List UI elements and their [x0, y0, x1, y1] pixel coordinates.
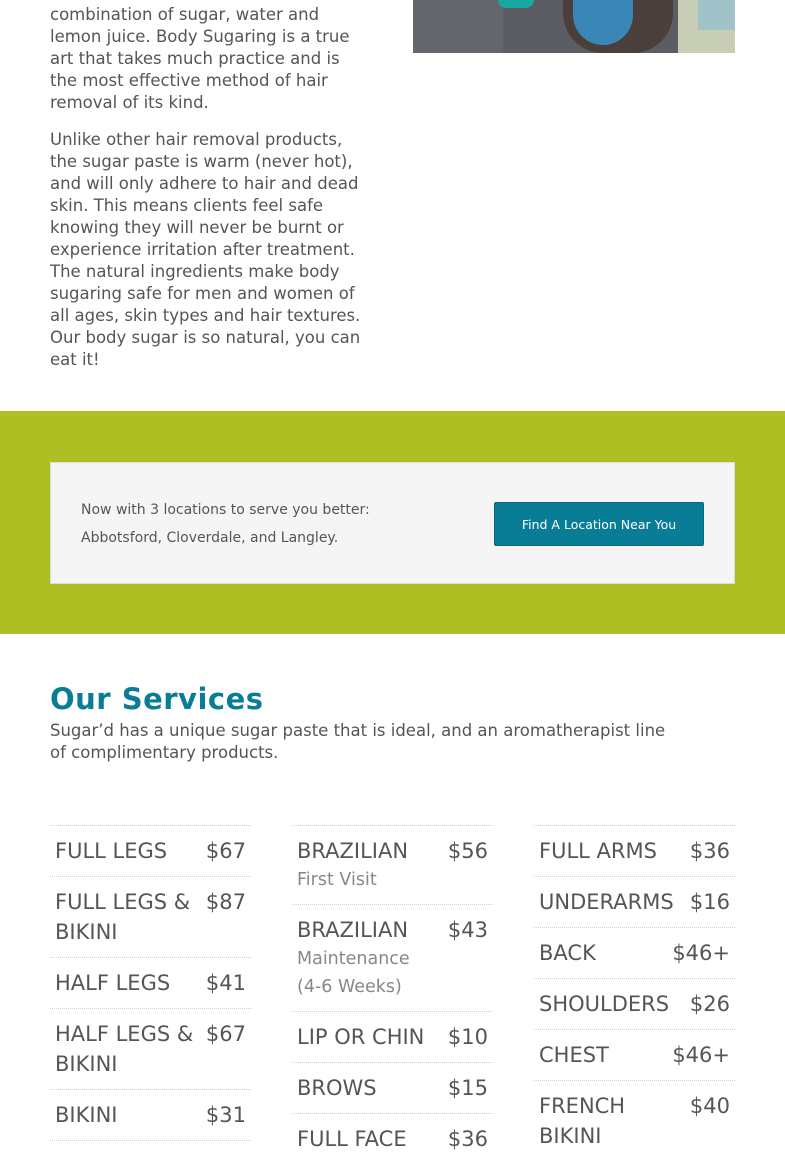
price-row [534, 877, 735, 928]
service-price: $46+ [672, 941, 730, 965]
service-price: $36 [689, 839, 730, 863]
service-price: $46+ [672, 1043, 730, 1067]
service-name-main: BRAZILIAN [297, 918, 409, 942]
price-row [50, 958, 251, 1009]
service-name: UNDERARMS [539, 890, 674, 914]
price-row [292, 826, 493, 905]
intro-paragraph-1: combination of sugar, water and lemon juice. Body Sugaring is a true art that takes much practice and is the most effective method of hair removal of its kind. [50, 5, 350, 112]
service-name: HALF LEGS [55, 971, 171, 995]
service-name: LIP OR CHIN [297, 1025, 425, 1049]
find-location-button[interactable]: Find A Location Near You [494, 502, 704, 546]
service-name: FULL LEGS & BIKINI [55, 890, 191, 944]
price-row [534, 928, 735, 979]
service-price: $87 [205, 890, 246, 914]
service-price: $36 [447, 1127, 488, 1151]
services-title: Our Services [50, 682, 264, 716]
price-row [50, 1009, 251, 1090]
staff-photo [413, 0, 735, 53]
price-row [534, 1081, 735, 1160]
service-name [297, 915, 437, 1001]
service-price: $10 [447, 1025, 488, 1049]
service-price: $67 [205, 839, 246, 863]
service-price: $67 [205, 1022, 246, 1046]
locations-text: Now with 3 locations to serve you better: Abbotsford, Cloverdale, and Langley. [81, 502, 370, 546]
price-row [534, 979, 735, 1030]
service-name: FULL ARMS [539, 839, 657, 863]
price-row [292, 1063, 493, 1114]
service-name [297, 836, 408, 894]
service-name-main: BRAZILIAN [297, 839, 409, 863]
locations-card [50, 462, 735, 584]
service-name: FULL FACE [297, 1127, 407, 1151]
price-list-column-3 [534, 825, 735, 1160]
price-row [534, 1030, 735, 1081]
intro-paragraph-2: Unlike other hair removal products, the sugar paste is warm (never hot), and will only adhere to hair and dead skin. This means clients feel safe knowing they will never be burnt or experience irritation after treatment. The natural ingredients make body sugaring safe for men and women of all ages, skin types and hair textures. Our body sugar is so natural, you can eat it! [50, 130, 361, 369]
service-price: $16 [689, 890, 730, 914]
price-row [50, 1090, 251, 1141]
price-row [534, 826, 735, 877]
service-name: HALF LEGS & BIKINI [55, 1022, 194, 1076]
price-row [292, 1114, 493, 1160]
price-row [292, 905, 493, 1012]
service-price: $31 [205, 1103, 246, 1127]
price-row [50, 826, 251, 877]
price-list-column-2 [292, 825, 493, 1160]
locations-band [0, 411, 785, 634]
service-note: First Visit [297, 870, 377, 890]
service-price: $26 [689, 992, 730, 1016]
service-name: FULL LEGS [55, 839, 168, 863]
service-price: $40 [689, 1094, 730, 1118]
service-note: Maintenance (4-6 Weeks) [297, 949, 410, 997]
service-name: SHOULDERS [539, 992, 670, 1016]
price-list-column-1 [50, 825, 251, 1141]
price-row [50, 877, 251, 958]
service-price: $15 [447, 1076, 488, 1100]
service-price: $56 [447, 839, 488, 863]
service-name: BIKINI [55, 1103, 118, 1127]
services-subtitle: Sugar’d has a unique sugar paste that is ideal, and an aromatherapist line of complimentary products. [50, 721, 666, 762]
service-name: FRENCH BIKINI [539, 1094, 626, 1148]
service-price: $41 [205, 971, 246, 995]
service-price: $43 [447, 918, 488, 942]
service-name: BROWS [297, 1076, 377, 1100]
price-row [292, 1012, 493, 1063]
service-name: BACK [539, 941, 596, 965]
service-name: CHEST [539, 1043, 609, 1067]
